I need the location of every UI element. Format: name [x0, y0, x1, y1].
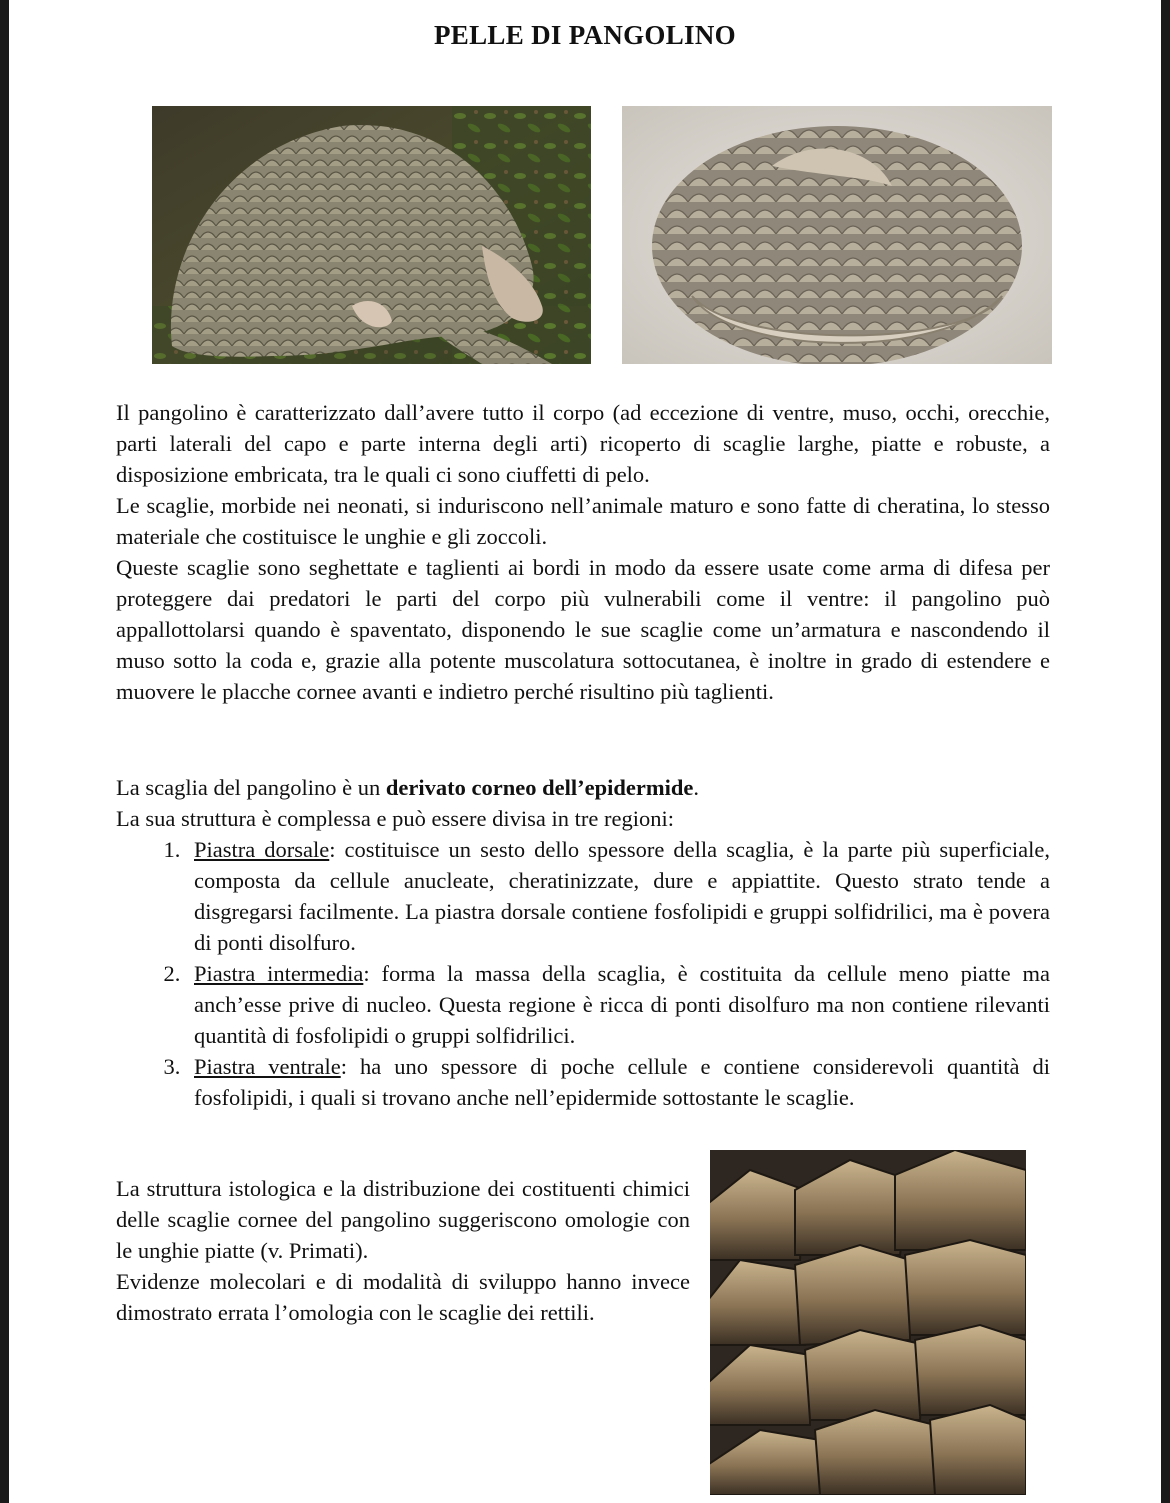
pangolin-curled-photo [622, 106, 1052, 364]
structure-lead-prefix: La scaglia del pangolino è un [116, 775, 386, 800]
pangolin-walking-photo [152, 106, 591, 364]
pangolin-scales-closeup-photo [710, 1150, 1026, 1495]
page-title: PELLE DI PANGOLINO [434, 20, 736, 50]
structure-lead-suffix: . [693, 775, 699, 800]
document-page [9, 0, 1161, 1503]
intro-paragraph-3: Queste scaglie sono seghettate e taglienti ai bordi in modo da essere usate come arma di difesa per proteggere dai predatori le parti del corpo più vulnerabili come il ventre: il pangolino può appallottolarsi quando è spaventato, disponendo le sue scaglie come un’armatura e nascondendo il muso sotto la coda e, grazie alla potente muscolatura sottocutanea, è inoltre in grado di estendere e muovere le placche cornee avanti e indietro perché risultino più taglienti. [116, 555, 1050, 704]
structure-section [116, 772, 1050, 1113]
closing-text [116, 1173, 690, 1328]
region-term: Piastra ventrale [194, 1054, 341, 1079]
region-description: : ha uno spessore di poche cellule e contiene considerevoli quantità di fosfolipidi, i quali si trovano anche nell’epidermide sottostante le scaglie. [194, 1054, 1050, 1110]
regions-list [116, 834, 1050, 1113]
list-item [186, 834, 1050, 958]
intro-text [116, 397, 1050, 707]
region-description: : costituisce un sesto dello spessore della scaglia, è la parte più superficiale, composta da cellule anucleate, cheratinizzate, dure e appiattite. Questo strato tende a disgregarsi facilmente. La piastra dorsale contiene fosfolipidi e gruppi solfidrilici, ma è povera di ponti disolfuro. [194, 837, 1050, 955]
region-term: Piastra dorsale [194, 837, 330, 862]
closing-paragraph-2: Evidenze molecolari e di modalità di sviluppo hanno invece dimostrato errata l’omologia con le scaglie dei rettili. [116, 1269, 690, 1325]
structure-intro-line: La sua struttura è complessa e può essere divisa in tre regioni: [116, 806, 674, 831]
region-description: : forma la massa della scaglia, è costituita da cellule meno piatte ma anch’esse prive di nucleo. Questa regione è ricca di ponti disolfuro ma non contiene rilevanti quantità di fosfolipidi o gruppi solfidrilici. [194, 961, 1050, 1048]
structure-lead [116, 772, 1050, 803]
intro-paragraph-2: Le scaglie, morbide nei neonati, si induriscono nell’animale maturo e sono fatte di cheratina, lo stesso materiale che costituisce le unghie e gli zoccoli. [116, 493, 1050, 549]
closing-paragraph-1: La struttura istologica e la distribuzione dei costituenti chimici delle scaglie cornee del pangolino suggeriscono omologie con le unghie piatte (v. Primati). [116, 1176, 690, 1263]
intro-paragraph-1: Il pangolino è caratterizzato dall’avere tutto il corpo (ad eccezione di ventre, muso, occhi, orecchie, parti laterali del capo e parte interna degli arti) ricoperto di scaglie larghe, piatte e robuste, a disposizione embricata, tra le quali ci sono ciuffetti di pelo. [116, 400, 1050, 487]
list-item [186, 958, 1050, 1051]
list-item [186, 1051, 1050, 1113]
region-term: Piastra intermedia [194, 961, 364, 986]
structure-lead-bold: derivato corneo dell’epidermide [385, 775, 694, 800]
